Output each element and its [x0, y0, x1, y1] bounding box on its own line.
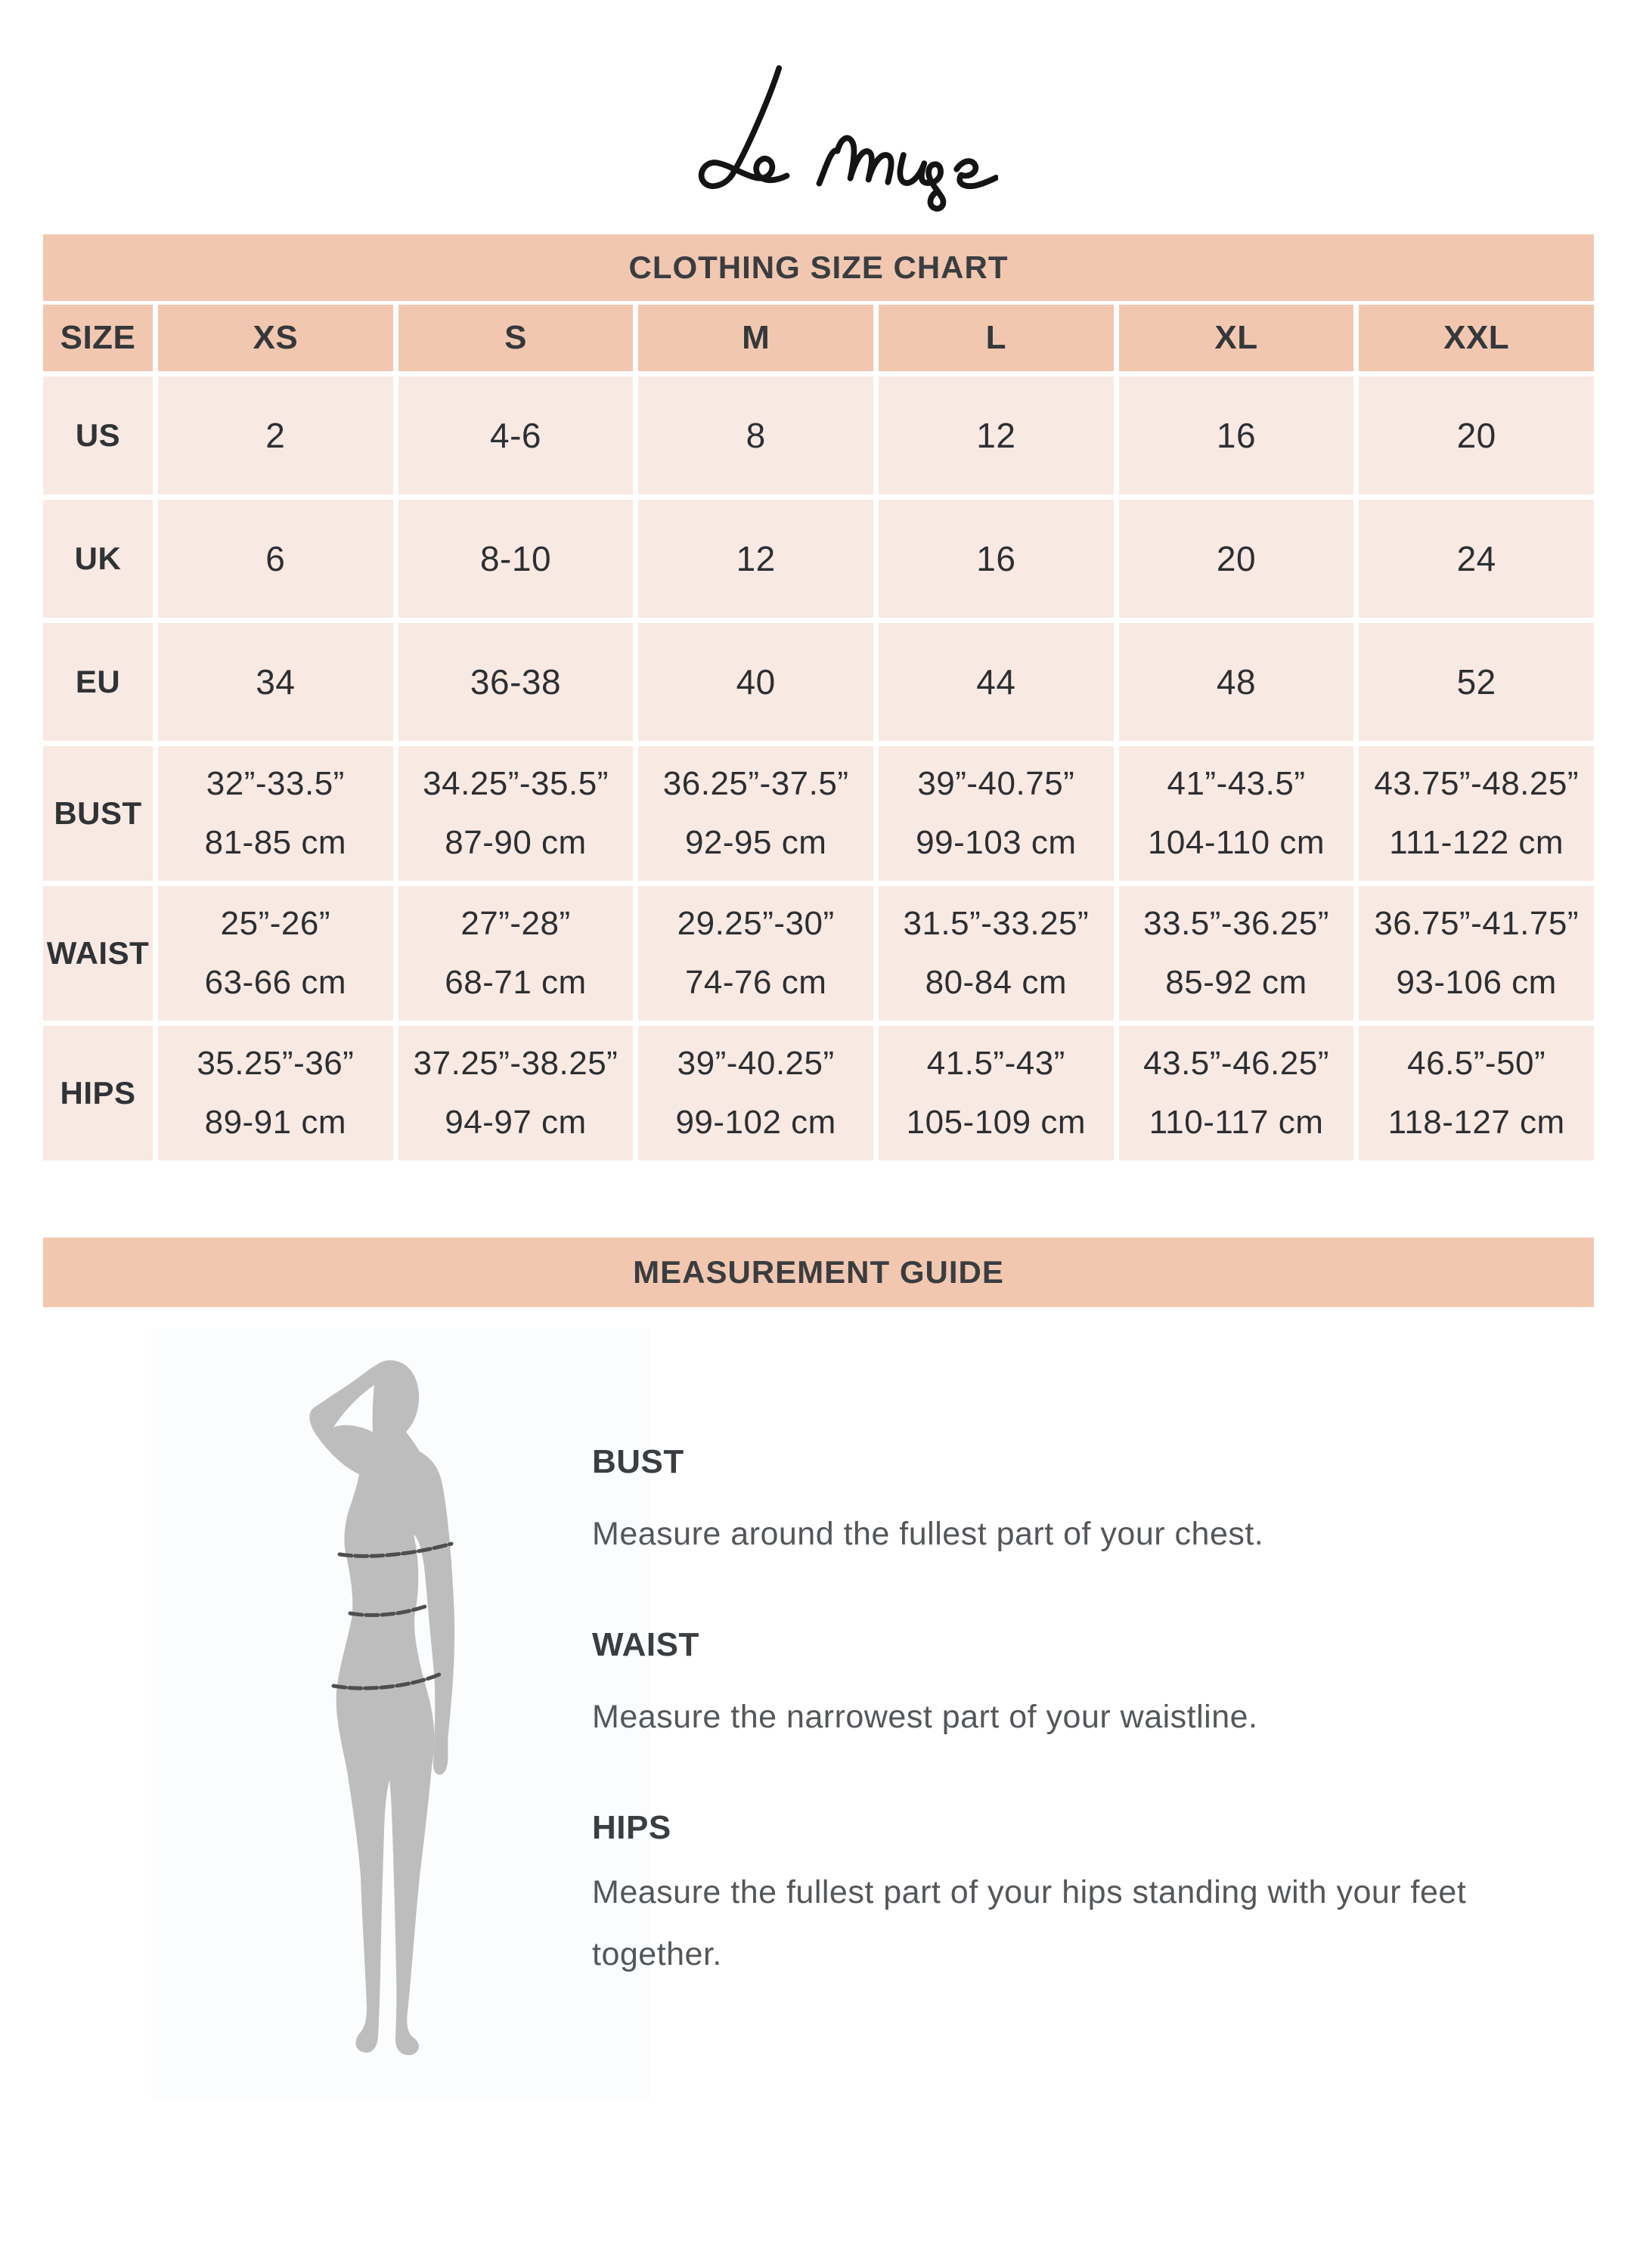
size-cell-line: 63-66 cm [204, 964, 347, 1001]
waist-heading: WAIST [592, 1626, 699, 1663]
row-label: HIPS [43, 1026, 153, 1160]
size-cell: 16 [879, 500, 1114, 618]
size-cell-line: 80-84 cm [925, 964, 1068, 1001]
size-cell-line: 81-85 cm [204, 824, 347, 861]
size-cell-line: 105-109 cm [906, 1104, 1086, 1141]
size-cell-line: 43.75”-48.25” [1374, 765, 1579, 802]
size-row-waist [43, 886, 1594, 1021]
size-cell-line: 39”-40.25” [677, 1045, 835, 1082]
size-cell [879, 1026, 1114, 1160]
size-row-hips [43, 1026, 1594, 1160]
header-cell-xxl: XXL [1359, 305, 1594, 371]
header-cell-xl: XL [1119, 305, 1354, 371]
size-cell-line: 25”-26” [220, 905, 330, 942]
size-cell-line: 68-71 cm [445, 964, 587, 1001]
size-cell-line: 31.5”-33.25” [903, 905, 1090, 942]
size-cell: 24 [1359, 500, 1594, 618]
bust-description: Measure around the fullest part of your chest. [592, 1516, 1264, 1552]
size-cell-line: 32”-33.5” [206, 765, 345, 802]
size-cell-line: 41”-43.5” [1167, 765, 1306, 802]
measurement-guide-title-bar [43, 1238, 1594, 1307]
size-chart-title: CLOTHING SIZE CHART [628, 249, 1009, 285]
size-row-us [43, 376, 1594, 494]
size-cell: 6 [158, 500, 393, 618]
size-chart-title-bar [43, 234, 1594, 301]
size-cell [1359, 886, 1594, 1021]
size-cell: 40 [638, 623, 873, 741]
size-cell: 4-6 [398, 376, 634, 494]
size-cell-line: 85-92 cm [1165, 964, 1307, 1001]
size-cell-line: 33.5”-36.25” [1143, 905, 1329, 942]
size-cell: 36-38 [398, 623, 634, 741]
size-chart-body [43, 376, 1594, 1160]
size-row-eu [43, 623, 1594, 741]
size-cell-line: 104-110 cm [1147, 824, 1325, 861]
size-cell [1119, 1026, 1354, 1160]
brand-logo-signature-icon [635, 59, 998, 215]
size-cell-line: 34.25”-35.5” [423, 765, 609, 802]
brand-logo [635, 59, 998, 215]
size-cell: 34 [158, 623, 393, 741]
size-cell-line: 36.75”-41.75” [1374, 905, 1579, 942]
row-label: UK [43, 500, 153, 618]
size-cell-line: 29.25”-30” [677, 905, 835, 942]
header-cell-xs: XS [158, 305, 393, 371]
size-cell-line: 94-97 cm [445, 1104, 587, 1141]
row-label: EU [43, 623, 153, 741]
size-cell [879, 886, 1114, 1021]
size-cell [1119, 886, 1354, 1021]
size-cell-line: 41.5”-43” [926, 1045, 1065, 1082]
row-label: WAIST [43, 886, 153, 1021]
size-cell-line: 110-117 cm [1149, 1104, 1324, 1141]
size-cell-line: 93-106 cm [1396, 964, 1557, 1001]
size-cell: 52 [1359, 623, 1594, 741]
size-cell [398, 746, 634, 881]
size-cell-line: 89-91 cm [204, 1104, 347, 1141]
size-cell-line: 87-90 cm [445, 824, 587, 861]
size-cell-line: 43.5”-46.25” [1143, 1045, 1329, 1082]
size-cell: 2 [158, 376, 393, 494]
size-cell [638, 1026, 873, 1160]
size-cell [158, 886, 393, 1021]
size-cell [638, 886, 873, 1021]
header-cell-s: S [398, 305, 634, 371]
size-cell [1359, 746, 1594, 881]
size-cell: 8-10 [398, 500, 634, 618]
size-row-bust [43, 746, 1594, 881]
size-cell-line: 99-103 cm [916, 824, 1077, 861]
size-cell [158, 746, 393, 881]
hips-description: Measure the fullest part of your hips standing with your feet together. [592, 1874, 1467, 1972]
size-cell-line: 27”-28” [460, 905, 571, 942]
size-cell [158, 1026, 393, 1160]
size-cell: 8 [638, 376, 873, 494]
size-cell-line: 118-127 cm [1387, 1104, 1565, 1141]
size-cell-line: 46.5”-50” [1407, 1045, 1546, 1082]
size-cell [398, 886, 634, 1021]
size-cell [879, 746, 1114, 881]
header-cell-m: M [638, 305, 873, 371]
size-cell [398, 1026, 634, 1160]
size-cell-line: 39”-40.75” [917, 765, 1075, 802]
size-cell: 12 [879, 376, 1114, 494]
size-cell: 12 [638, 500, 873, 618]
header-cell-l: L [879, 305, 1114, 371]
size-cell-line: 35.25”-36” [197, 1045, 355, 1082]
size-row-uk [43, 500, 1594, 618]
size-cell-line: 36.25”-37.5” [662, 765, 849, 802]
size-cell: 44 [879, 623, 1114, 741]
size-cell: 20 [1359, 376, 1594, 494]
size-cell: 48 [1119, 623, 1354, 741]
size-cell [1119, 746, 1354, 881]
size-cell: 20 [1119, 500, 1354, 618]
size-cell [638, 746, 873, 881]
size-cell [1359, 1026, 1594, 1160]
bust-heading: BUST [592, 1443, 684, 1480]
woman-silhouette-icon [300, 1347, 482, 2073]
size-cell-line: 111-122 cm [1389, 824, 1564, 861]
waist-description: Measure the narrowest part of your waistline. [592, 1699, 1258, 1735]
measurement-guide-title: MEASUREMENT GUIDE [633, 1254, 1004, 1290]
row-label: US [43, 376, 153, 494]
hips-heading: HIPS [592, 1809, 671, 1846]
size-cell-line: 92-95 cm [684, 824, 827, 861]
size-cell: 16 [1119, 376, 1354, 494]
size-chart-header-row [43, 305, 1594, 371]
row-label: BUST [43, 746, 153, 881]
size-cell-line: 99-102 cm [675, 1104, 836, 1141]
size-cell-line: 37.25”-38.25” [413, 1045, 619, 1082]
size-cell-line: 74-76 cm [684, 964, 827, 1001]
header-cell-size: SIZE [43, 305, 153, 371]
